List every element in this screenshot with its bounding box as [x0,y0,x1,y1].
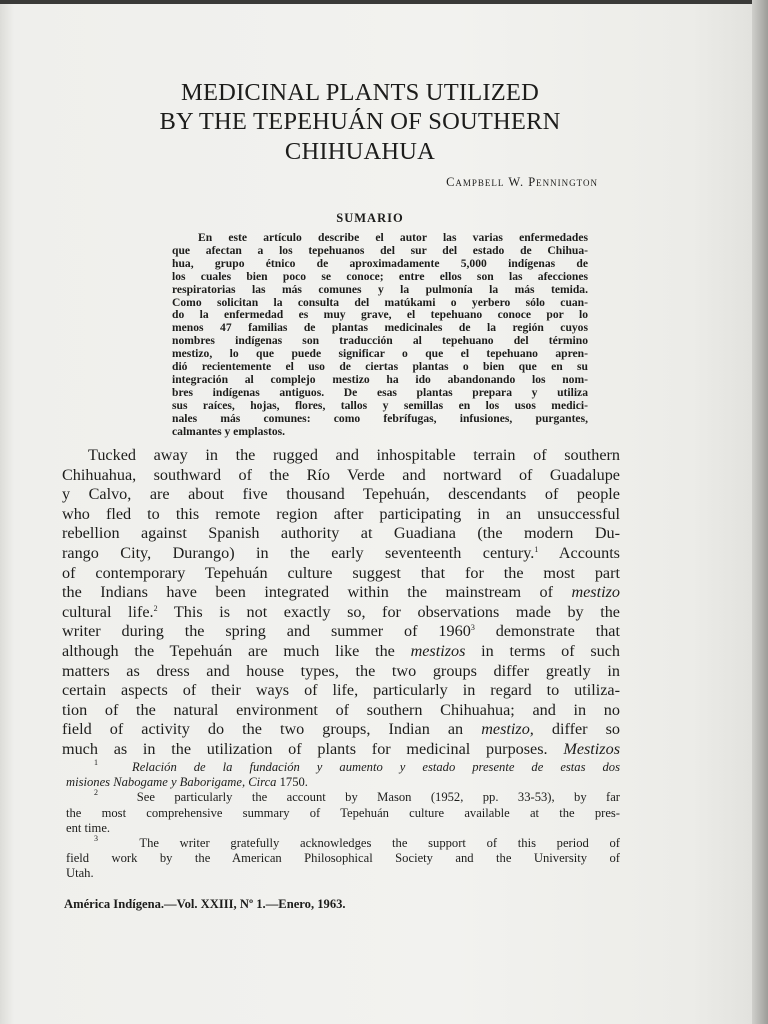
sumario-line: do la enfermedad es muy grave, el tepehuano conoce por lo [172,308,588,322]
body-text: field of activity do the two groups, Indian an [62,720,482,739]
body-text: differ so [533,720,620,739]
footnote-ref: 2 [153,603,158,613]
body-line: rebellion against Spanish authority at Guadiana (the modern Du- [62,524,620,543]
journal-citation: América Indígena.—Vol. XXIII, Nº 1.—Enero, 1963. [64,897,346,911]
footnotes [66,760,620,882]
footnote-number: 1 [94,758,98,767]
article-title-line-2: BY THE TEPEHUÁN OF SOUTHERN [159,108,561,135]
article-title-line-1: MEDICINAL PLANTS UTILIZED [181,79,539,106]
sumario-line: calmantes y emplastos. [172,424,286,438]
footnote-number: 3 [94,834,98,844]
footnote-text: misiones Nabogame y Baborigame, Circa [66,775,277,790]
body-text: in terms of such [465,641,620,660]
footnote-2-line: the most comprehensive summary of Tepehuán culture available at the pres- [66,805,620,820]
body-line [62,720,620,740]
body-line: y Calvo, are about five thousand Tepehuán, descendants of people [62,485,620,504]
body-line [62,603,620,623]
footnote-2-line [66,790,620,805]
body-line: Tucked away in the rugged and inhospitable terrain of southern [88,446,620,464]
body-text: the Indians have been integrated within the mainstream of [62,583,572,602]
sumario-line: En este artículo describe el autor las varias enfermedades [198,231,588,244]
body-line: matters as dress and house types, the two groups differ greatly in [62,661,620,680]
sumario-line: nombres indígenas son traducción al tepehuano del término [172,334,588,348]
sumario-line: Como solicitan la consulta del matúkami o yerbero sólo cuan- [172,295,588,309]
body-line [62,740,620,760]
sumario-line: nales más comunes: como febrífugas, infusiones, purgantes, [172,411,588,425]
footnote-text: See particularly the account by Mason (1952, pp. 33-53), by far [136,790,620,805]
footnote-text: Relación de la fundación y aumento y estado presente de estas dos [132,760,621,774]
body-text: This is not exactly so, for observations made by the [157,602,620,621]
body-line: certain aspects of their ways of life, particularly in regard to utiliza- [62,681,620,700]
italic-term: Mestizos [563,739,620,758]
body-text: demonstrate that [474,622,620,641]
footnote-3-line: Utah. [66,866,94,881]
footnote-2-line: ent time. [66,820,111,835]
sumario-line: hua, grupo étnico de aproximadamente 5,000 indígenas de [172,256,588,270]
footnote-text: 1750. [276,775,308,790]
sumario-heading: SUMARIO [336,211,404,225]
body-text: cultural life. [62,602,154,621]
footnote-3-line: field work by the American Philosophical Society and the University of [66,851,620,866]
author-name: Campbell W. Pennington [446,175,598,189]
sumario-line: respiratorias las más comunes y la pulmonía la más temida. [172,282,588,296]
italic-term: mestizo [571,583,620,602]
footnote-1-line [66,760,620,775]
body-text: rango City, Durango) in the early seventeenth century. [62,543,535,562]
sumario-line: sus raíces, hojas, flores, tallos y semillas en los usos medici- [172,398,588,412]
body-line [62,622,620,642]
body-text: writer during the spring and summer of 1960 [62,622,471,641]
page-edge [752,0,768,1024]
italic-term: mestizos [410,641,466,660]
sumario-line: dió recientemente el uso de ciertas plantas o bien que en su [172,360,588,374]
article-title-line-3: CHIHUAHUA [284,138,436,165]
footnote-3-line [66,836,620,851]
body-line: who fled to this remote region after participating in an unsuccessful [62,504,620,523]
footnote-text: The writer gratefully acknowledges the support of this period of [139,836,621,851]
sumario-line: los cuales bien poco se conoce; entre ellos son las afecciones [172,269,588,283]
sumario-line: menos 47 familias de plantas medicinales de la región cuyos [172,321,588,335]
body-line [62,583,620,603]
italic-term: mestizo, [481,720,534,739]
footnote-1-line [66,775,620,790]
sumario-line: mestizo, lo que puede significar o que el tepehuano apren- [172,347,588,361]
footnote-ref: 3 [470,623,475,633]
footnote-number: 2 [94,788,98,798]
sumario-line: integración al complejo mestizo ha ido abandonando los nom- [172,372,588,386]
sumario-line: bres indígenas antiguos. De esas plantas prepara y utiliza [172,385,588,399]
sumario-line: que afectan a los tepehuanos del sur del estado de Chihua- [172,243,588,257]
body-line [62,642,620,662]
footnote-ref: 1 [534,544,539,554]
body-text: Accounts [538,543,620,562]
body-line [62,544,620,564]
body-line: of contemporary Tepehuán culture suggest that for the most part [62,563,620,582]
body-line: tion of the natural environment of southern Chihuahua; and in no [62,700,620,719]
body-text: although the Tepehuán are much like the [62,641,411,660]
sumario-abstract [172,232,588,439]
body-paragraph [62,446,620,760]
body-text: much as in the utilization of plants for medicinal purposes. [62,739,564,758]
body-line: Chihuahua, southward of the Río Verde and nortward of Guadalupe [62,465,620,484]
